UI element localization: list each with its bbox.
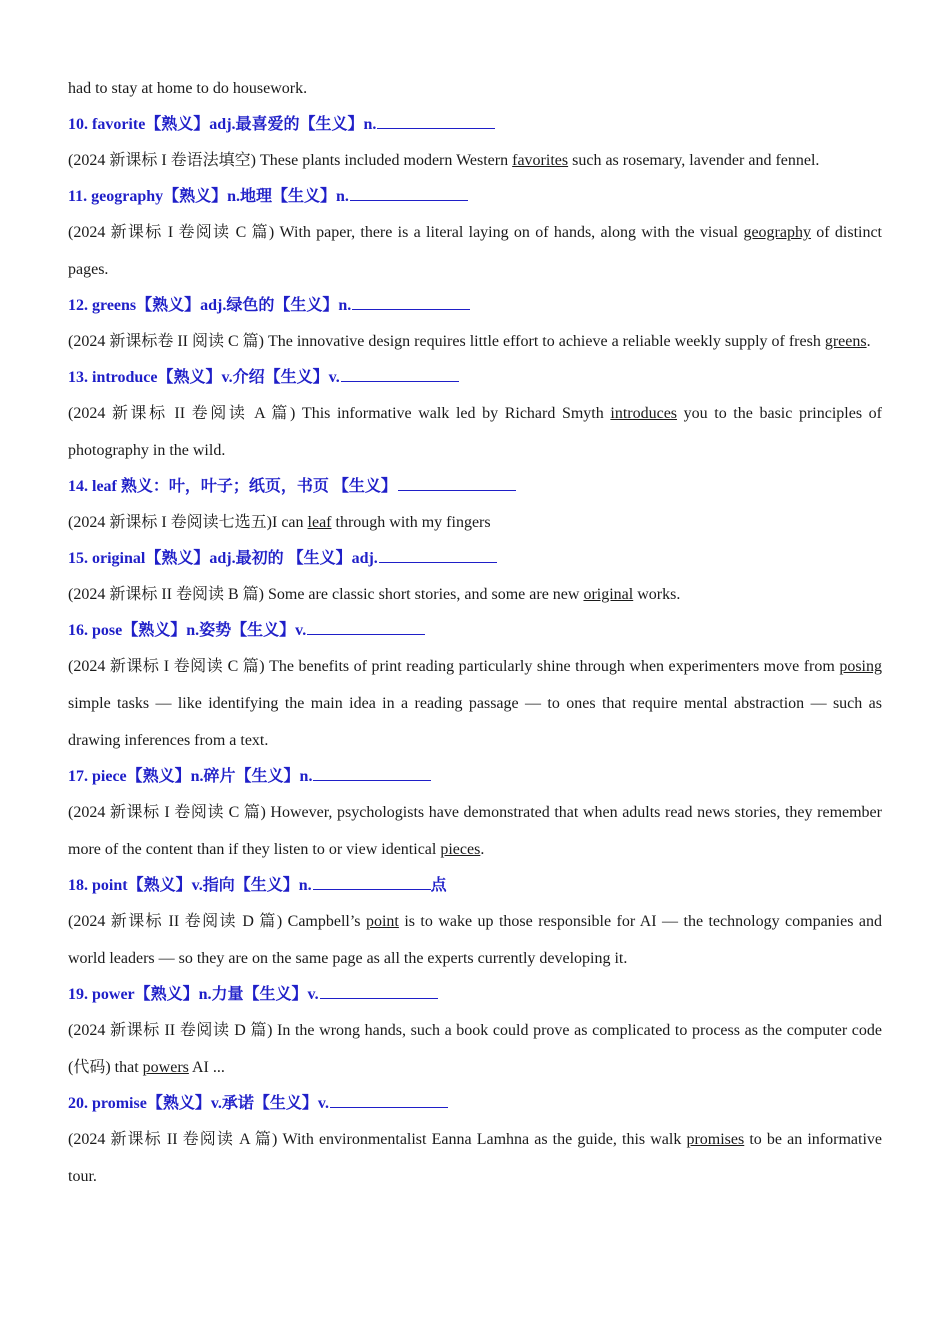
example-text-before: (2024 新课标 I 卷阅读 C 篇) However, psychologists have demonstrated that when adults read news stories, they remember more of the content than if they listen to or view identical xyxy=(68,804,882,858)
answer-blank[interactable] xyxy=(352,295,470,310)
underlined-target-word: greens xyxy=(824,333,867,350)
vocab-heading-suffix: 点 xyxy=(430,877,447,894)
answer-blank[interactable] xyxy=(330,1093,448,1108)
answer-blank[interactable] xyxy=(341,367,459,382)
example-sentence xyxy=(68,1012,882,1086)
example-sentence xyxy=(68,794,882,868)
item-list xyxy=(68,107,882,1195)
underlined-target-word: introduces xyxy=(610,405,678,422)
example-text-after: . xyxy=(866,333,871,350)
answer-blank[interactable] xyxy=(313,875,431,890)
vocab-heading-text: 16. pose【熟义】n.姿势【生义】v. xyxy=(68,622,307,639)
example-text-before: (2024 新课标 II 卷阅读 D 篇) Campbell’s xyxy=(68,913,366,930)
underlined-target-word: point xyxy=(365,913,399,930)
example-sentence xyxy=(68,576,882,613)
vocab-heading xyxy=(68,868,882,903)
intro-line: had to stay at home to do housework. xyxy=(68,80,308,97)
answer-blank[interactable] xyxy=(377,114,495,129)
underlined-target-word: posing xyxy=(839,658,882,675)
example-sentence xyxy=(68,903,882,977)
vocab-heading xyxy=(68,613,882,648)
vocab-heading-text: 13. introduce【熟义】v.介绍【生义】v. xyxy=(68,369,340,386)
vocab-heading-text: 18. point【熟义】v.指向【生义】n. xyxy=(68,877,312,894)
answer-blank[interactable] xyxy=(398,476,516,491)
vocab-heading-text: 17. piece【熟义】n.碎片【生义】n. xyxy=(68,768,313,785)
answer-blank[interactable] xyxy=(313,766,431,781)
answer-blank[interactable] xyxy=(320,984,438,999)
example-text-before: (2024 新课标 I 卷阅读 C 篇) The benefits of print reading particularly shine through when experimenters move from xyxy=(68,658,840,675)
example-text-before: (2024 新课标卷 II 阅读 C 篇) The innovative design requires little effort to achieve a reliable weekly supply of fresh xyxy=(68,333,825,350)
underlined-target-word: promises xyxy=(686,1131,745,1148)
vocab-heading xyxy=(68,107,882,142)
example-text-after: of distinct pages. xyxy=(68,224,883,278)
vocab-heading xyxy=(68,360,882,395)
example-text-before: (2024 新课标 II 卷阅读 D 篇) In the wrong hands, such a book could prove as complicated to process as the computer code (代码) that xyxy=(68,1022,882,1076)
vocab-heading xyxy=(68,1086,882,1121)
example-text-after: is to wake up those responsible for AI — the technology companies and world leaders — so they are on the same page as all the experts currently developing it. xyxy=(68,913,882,967)
example-text-before: (2024 新课标 I 卷阅读七选五)I can xyxy=(68,514,308,531)
example-sentence xyxy=(68,1121,882,1195)
vocab-heading xyxy=(68,288,882,323)
underlined-target-word: powers xyxy=(142,1059,189,1076)
example-text-after: works. xyxy=(633,586,681,603)
example-text-after: you to the basic principles of photography in the wild. xyxy=(68,405,882,459)
vocab-heading-text: 15. original【熟义】adj.最初的 【生义】adj. xyxy=(68,550,378,567)
answer-blank[interactable] xyxy=(350,186,468,201)
example-text-after: . xyxy=(480,841,485,858)
example-sentence xyxy=(68,504,882,541)
example-text-after: to be an informative tour. xyxy=(68,1131,882,1185)
vocab-heading xyxy=(68,541,882,576)
underlined-target-word: original xyxy=(583,586,634,603)
document-page xyxy=(68,70,882,1195)
example-text-before: (2024 新课标 II 卷阅读 B 篇) Some are classic short stories, and some are new xyxy=(68,586,584,603)
example-sentence xyxy=(68,142,882,179)
vocab-heading-text: 10. favorite【熟义】adj.最喜爱的【生义】n. xyxy=(68,116,377,133)
example-text-before: (2024 新课标 II 卷阅读 A 篇) This informative walk led by Richard Smyth xyxy=(68,405,611,422)
underlined-target-word: pieces xyxy=(440,841,481,858)
answer-blank[interactable] xyxy=(379,548,497,563)
example-text-after: through with my fingers xyxy=(331,514,491,531)
underlined-target-word: geography xyxy=(743,224,811,241)
example-sentence xyxy=(68,214,882,288)
vocab-heading-text: 20. promise【熟义】v.承诺【生义】v. xyxy=(68,1095,330,1112)
vocab-heading xyxy=(68,759,882,794)
vocab-heading-text: 12. greens【熟义】adj.绿色的【生义】n. xyxy=(68,297,352,314)
example-sentence xyxy=(68,323,882,360)
example-sentence xyxy=(68,648,882,759)
underlined-target-word: favorites xyxy=(512,152,569,169)
example-text-after: such as rosemary, lavender and fennel. xyxy=(568,152,820,169)
vocab-heading xyxy=(68,469,882,504)
example-text-before: (2024 新课标 II 卷阅读 A 篇) With environmentalist Eanna Lamhna as the guide, this walk xyxy=(68,1131,687,1148)
example-text-before: (2024 新课标 I 卷语法填空) These plants included modern Western xyxy=(68,152,513,169)
example-text-before: (2024 新课标 I 卷阅读 C 篇) With paper, there is a literal laying on of hands, along with the visual xyxy=(68,224,744,241)
vocab-heading-text: 11. geography【熟义】n.地理【生义】n. xyxy=(68,188,349,205)
vocab-heading-text: 14. leaf 熟义：叶，叶子；纸页，书页 【生义】 xyxy=(68,478,397,495)
example-text-after: AI ... xyxy=(188,1059,225,1076)
vocab-heading xyxy=(68,179,882,214)
vocab-heading-text: 19. power【熟义】n.力量【生义】v. xyxy=(68,986,319,1003)
example-sentence xyxy=(68,395,882,469)
vocab-heading xyxy=(68,977,882,1012)
answer-blank[interactable] xyxy=(307,620,425,635)
underlined-target-word: leaf xyxy=(307,514,332,531)
example-text-after: simple tasks — like identifying the main idea in a reading passage — to ones that require mental abstraction — such as drawing inferences from a text. xyxy=(68,695,882,749)
